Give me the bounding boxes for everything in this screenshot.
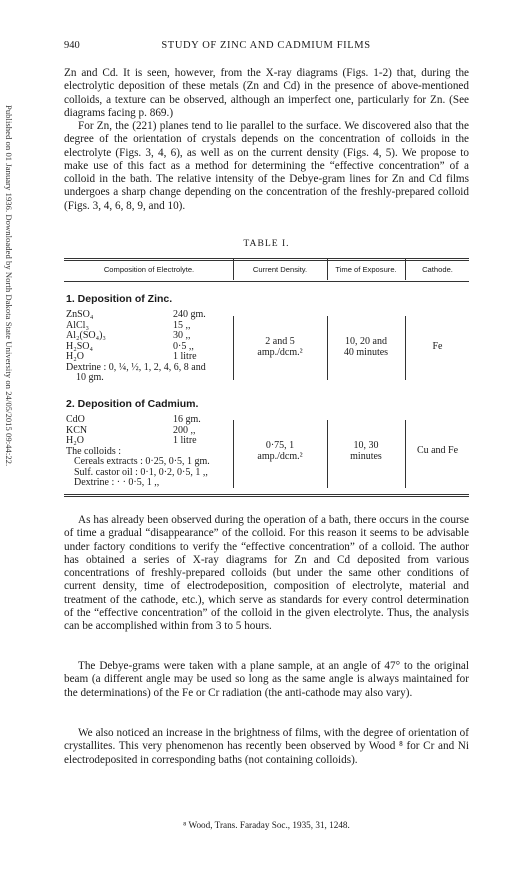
current-line: 2 and 5 xyxy=(265,336,295,347)
table-caption: TABLE I. xyxy=(243,238,290,249)
table-top-rule-2 xyxy=(64,260,469,261)
table-row xyxy=(66,351,197,362)
compound-amount: 1 litre xyxy=(173,435,197,446)
col-header-composition: Composition of Electrolyte. xyxy=(103,265,195,274)
table-row xyxy=(66,435,197,446)
table-divider xyxy=(233,258,234,280)
compound-amount: 200 ,, xyxy=(173,424,196,436)
table-bottom-rule xyxy=(64,494,469,495)
compound-name: H₂O xyxy=(66,351,84,362)
paragraph-4: The Debye-grams were taken with a plane sample, at an angle of 47° to the original beam (a different angle may be used so long as the same angle is always maintained for the determinations) of the Fe or Cr radiation (the anti-cathode may also vary). xyxy=(64,660,469,699)
time-line: 40 minutes xyxy=(343,346,389,358)
compound-amount: 15 ,, xyxy=(173,319,191,331)
compound-amount: 16 gm. xyxy=(173,414,201,425)
colloids-line: Sulf. castor oil : 0·1, 0·2, 0·5, 1 ,, xyxy=(74,466,208,478)
current-density-zinc xyxy=(234,337,326,358)
compound-name: KCN xyxy=(66,424,88,436)
running-title: STUDY OF ZINC AND CADMIUM FILMS xyxy=(161,40,371,51)
table-bottom-rule-2 xyxy=(64,496,469,497)
table-row xyxy=(66,414,201,425)
paragraph-3: As has already been observed during the operation of a bath, there occurs in the course of time a gradual “disappearance” of the colloid. For this reason it seems to be advisable under factory conditions to verify the “effective concentration” of a colloid. The author has obtained a series of X-ray diagrams for Zn and Cd deposited from various concentrations of freshly-prepared colloids (but under the same other conditions of current density, time of electrodeposition, composition of electrolyte, material and treatment of the cathode, etc.), which serve as standards for every control determination of the “effective concentration” of the colloid in the given electrolyte. Thus, the analysis can be accomplished within from 3 to 5 hours. xyxy=(64,514,469,633)
current-line: amp./dcm.² xyxy=(257,450,303,462)
section-title-cadmium: 2. Deposition of Cadmium. xyxy=(66,398,199,410)
paragraph-5: We also noticed an increase in the brightness of films, with the degree of orientation of crystallites. This very phenomenon has recently been observed by Wood ⁸ for Cr and Ni electrodeposited in corresponding baths (not containing colloids). xyxy=(64,727,469,766)
compound-name: H₂SO₄ xyxy=(66,340,93,352)
time-line: 10, 30 xyxy=(353,440,379,451)
table-divider xyxy=(405,258,406,280)
dextrine-line: Dextrine : 0, ¼, ½, 1, 2, 4, 6, 8 and xyxy=(66,361,206,373)
time-line: 10, 20 and xyxy=(345,336,387,347)
current-line: amp./dcm.² xyxy=(257,346,303,358)
table-row xyxy=(66,330,191,341)
compound-amount: 30 ,, xyxy=(173,330,191,341)
colloids-line: Dextrine : · · 0·5, 1 ,, xyxy=(74,477,160,488)
footnote: ⁸ Wood, Trans. Faraday Soc., 1935, 31, 1248. xyxy=(183,820,350,830)
col-header-cathode: Cathode. xyxy=(422,265,453,274)
col-header-current: Current Density. xyxy=(252,265,308,274)
compound-name: Al₂(SO₄)₃ xyxy=(66,330,106,341)
colloids-line: The colloids : xyxy=(66,445,121,457)
exposure-time-zinc xyxy=(328,337,404,358)
compound-amount: 240 gm. xyxy=(173,309,206,320)
colloids-line: Cereals extracts : 0·25, 0·5, 1 gm. xyxy=(74,456,210,467)
table-row xyxy=(66,309,206,320)
current-line: 0·75, 1 xyxy=(265,440,295,451)
compound-name: CdO xyxy=(66,414,85,425)
dextrine-line: 10 gm. xyxy=(76,372,104,383)
compound-amount: 0·5 ,, xyxy=(173,340,194,352)
compound-name: AlCl₃ xyxy=(66,319,89,331)
time-line: minutes xyxy=(350,450,382,462)
cathode-zinc: Fe xyxy=(432,341,443,352)
col-header-time: Time of Exposure. xyxy=(335,265,397,274)
download-note: Published on 01 January 1936. Downloaded by North Dakota State University on 24/05/2015 09:44:22. xyxy=(4,105,14,467)
cathode-cadmium: Cu and Fe xyxy=(416,445,459,456)
table-top-rule xyxy=(64,258,469,259)
table-divider xyxy=(327,258,328,280)
compound-name: ZnSO₄ xyxy=(66,309,94,320)
exposure-time-cadmium xyxy=(328,441,404,462)
download-watermark xyxy=(2,105,14,665)
table-header-rule xyxy=(64,281,469,282)
compound-name: H₂O xyxy=(66,435,84,446)
compound-amount: 1 litre xyxy=(173,351,197,362)
section-title-zinc: 1. Deposition of Zinc. xyxy=(66,293,173,305)
paragraph-1: Zn and Cd. It is seen, however, from the X-ray diagrams (Figs. 1-2) that, during the electrolytic deposition of these metals (Zn and Cd) in the presence of above-mentioned colloids, a texture can be observed, although an imperfect one, particularly for Zn. (See diagrams facing p. 869.) xyxy=(64,67,469,119)
paragraph-2: For Zn, the (221) planes tend to lie parallel to the surface. We discovered also that the degree of the orientation of crystals depends on the concentration of colloids in the electrolyte (Figs. 3, 4, 6), as well as on the current density (Figs. 4, 5). We propose to make use of this fact as a method for determining the “effective concentration” of a colloid in the bath. The relative intensity of the Debye-gram lines for Zn and Cd films undergoes a sharp change depending on the concentration of the freshly-prepared colloid (Figs. 3, 4, 6, 8, 9, and 10). xyxy=(64,120,469,212)
current-density-cadmium xyxy=(234,441,326,462)
page-number: 940 xyxy=(64,40,80,51)
